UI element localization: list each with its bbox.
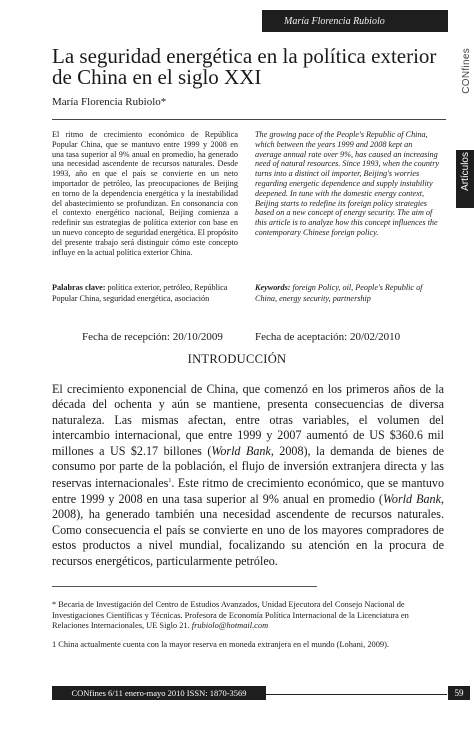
journal-vertical-label: CONfines — [461, 48, 472, 94]
body-text-2: , 2008), la demanda de bienes de consumo por parte de la población, el flujo de inversión extranjera directa y las reservas internacionales — [52, 443, 444, 491]
keywords-spanish — [52, 282, 238, 304]
article-title: La seguridad energética en la política exterior de China en el siglo XXI — [52, 44, 437, 89]
title-rule — [52, 119, 446, 120]
footer-journal-info: CONfines 6/11 enero-mayo 2010 ISSN: 1870-3569 — [52, 686, 266, 700]
abstract-spanish: El ritmo de crecimiento económico de República Popular China, que se mantuvo entre 1999 y 2008 en una tasa superior al 9% anual en promedio, ha generado una necesidad ascendente de recursos naturales. Desde 1993, año en que el país se convierte en un neto importador de petróleo, las preocupaciones de Beijing en torno de la dependencia energética y la inestabilidad del abastecimiento se profundizan. En consonancia con el contexto energético nacional, Beijing comienza a redefinir sus estrategias de política exterior con base en un nuevo concepto de seguridad energética. El propósito del presente trabajo será distinguir cómo este concepto influye en la actual política exterior China. — [52, 130, 238, 257]
section-heading: INTRODUCCIÓN — [187, 352, 287, 366]
page-number: 59 — [448, 686, 470, 700]
running-head-author: María Florencia Rubiolo — [284, 15, 385, 27]
date-accepted: Fecha de aceptación: 20/02/2010 — [255, 331, 401, 343]
keywords-spanish-text: política exterior, petróleo, República Popular China, seguridad energética, asociación — [52, 283, 228, 303]
body-paragraph — [52, 382, 444, 569]
footnote-author-text: * Becaria de Investigación del Centro de Estudios Avanzados, Unidad Ejecutora del Consejo Nacional de Investigaciones Científicas y Técnicas. Profesora de Economía Política Internacional de la Licenciatura en Relaciones Internacionales, UE Siglo 21. — [52, 600, 409, 631]
body-text-4: , 2008), ha generado también una necesidad ascendente de recursos naturales. Como consecuencia el país se convierte en uno de los mayores compradores de estos productos a nivel mundial, focalizando su atención en la procura de recursos energéticos, particularmente petróleo. — [52, 491, 444, 568]
section-tab-label: Artículos — [460, 152, 471, 191]
keywords-english-text: foreign Policy, oil, People's Republic of China, energy security, partnership — [255, 283, 423, 303]
abstract-english: The growing pace of the People's Republic of China, which between the years 1999 and 2008 kept an average annual rate over 9%, has caused an increasing need of natural resources. Since 1993, when the country turns into a distinct oil importer, Beijing's worries regarding energetic dependence and supply instability deepened. In tune with the domestic energy context, Beijing starts to redefine its foreign policy strategies based on a new concept of energy security. The aim of this article is to analyze how this concept influences the contemporary Chinese foreign policy. — [255, 130, 440, 237]
date-received: Fecha de recepción: 20/10/2009 — [82, 331, 223, 343]
footnote-rule — [52, 586, 317, 587]
running-head — [262, 10, 448, 32]
keywords-english-label: Keywords: — [255, 283, 291, 292]
citation-1: World Bank — [211, 443, 271, 458]
footnote-ref-1: 1 — [168, 478, 172, 485]
keywords-spanish-label: Palabras clave: — [52, 283, 106, 292]
citation-2: World Bank — [382, 491, 441, 506]
footnote-author — [52, 600, 444, 632]
body-text-1: El crecimiento exponencial de China, que comenzó en los primeros años de la década del ochenta y aún se mantiene, presenta consecuencias de diversa naturaleza. Las mismas afectan, entre otras variables, el volumen del intercambio internacional, que entre 1999 y 2007 aumentó de US $360.6 mil millones a US $2.17 billones ( — [52, 382, 444, 458]
keywords-english — [255, 282, 440, 304]
article-author: María Florencia Rubiolo* — [52, 96, 167, 108]
footnote-author-email: frubiolo@hotmail.com — [191, 621, 269, 631]
body-text-3: . Este ritmo de crecimiento económico, que se mantuvo entre 1999 y 2008 en una tasa superior al 9% anual en promedio ( — [52, 476, 444, 506]
footnote-1: 1 China actualmente cuenta con la mayor reserva en moneda extranjera en el mundo (Lohani, 2009). — [52, 640, 389, 649]
